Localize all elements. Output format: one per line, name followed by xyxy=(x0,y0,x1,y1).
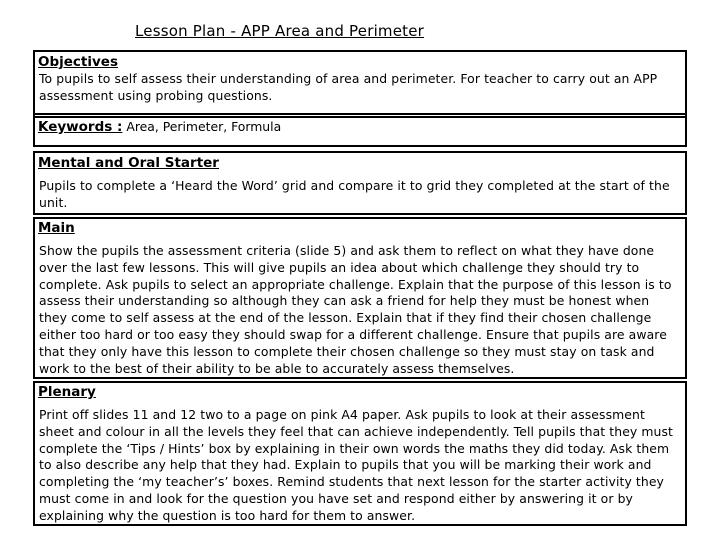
starter-heading: Mental and Oral Starter xyxy=(38,155,219,171)
starter-section xyxy=(33,151,687,215)
plenary-text: Print off slides 11 and 12 two to a page on pink A4 paper. Ask pupils to look at their assessment sheet and colour in all the levels they feel that can achieve independently. Tell pupils that they must complete the ‘Tips / Hints’ box by explaining in their own words the maths they did today. Ask them to also describe any help that they had. Explain to pupils that you will be marking their work and completing the ‘my teacher’s’ boxes. Remind students that next lesson for the starter activity they must come in and look for the question you have set and respond either by answering it or by explaining why the question is too hard for them to answer. xyxy=(39,407,674,523)
main-heading: Main xyxy=(38,220,75,236)
objectives-section xyxy=(33,50,687,118)
objectives-heading: Objectives xyxy=(38,54,118,70)
starter-text: Pupils to complete a ‘Heard the Word’ grid and compare it to grid they completed at the start of the unit. xyxy=(39,178,670,210)
plenary-heading: Plenary xyxy=(38,384,96,400)
objectives-text: To pupils to self assess their understanding of area and perimeter. For teacher to carry out an APP assessment using probing questions. xyxy=(39,71,658,103)
page-title: Lesson Plan - APP Area and Perimeter xyxy=(135,22,425,40)
plenary-section xyxy=(33,381,687,526)
keywords-section xyxy=(33,113,687,147)
keywords-label: Keywords : xyxy=(38,119,123,135)
main-text: Show the pupils the assessment criteria (slide 5) and ask them to reflect on what they have done over the last few lessons. This will give pupils an idea about which challenge they should try to complete. Ask pupils to select an appropriate challenge. Explain that the purpose of this lesson is to assess their understanding so although they can ask a friend for help they must be honest when they come to self assess at the end of the lesson. Explain that if they find their chosen challenge either too hard or too easy they should swap for a different challenge. Ensure that pupils are aware that they only have this lesson to complete their chosen challenge so they must stay on task and work to the best of their ability to be able to accurately assess themselves. xyxy=(39,243,672,376)
keywords-line xyxy=(38,118,685,136)
keywords-text: Area, Perimeter, Formula xyxy=(126,119,282,134)
main-section xyxy=(33,217,687,379)
